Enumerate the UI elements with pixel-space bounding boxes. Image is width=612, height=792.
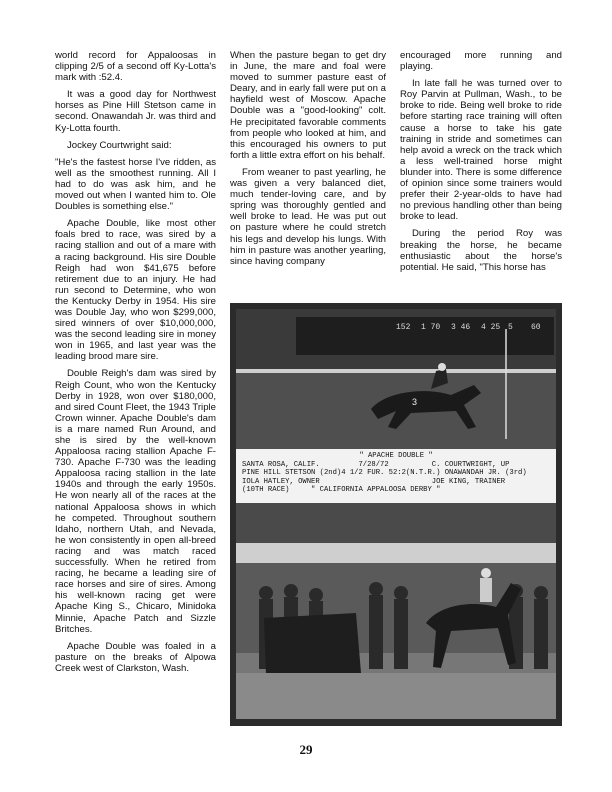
quote-paragraph: "He's the fastest horse I've ridden, as well as the smoothest running. All I had to do was ask him, and he moved out when I wanted him to. Ole Doubles is something else.": [55, 156, 216, 213]
paragraph: Double Reigh's dam was sired by Reigh Count, who won the Kentucky Derby in 1928, won over $180,000, and sired Count Fleet, the 1943 Triple Crown winner. Apache Double's dam is a mare named Run Around, and she is sired by the well-known Appaloosa racing stallion Apache F-730. Apache F-730 was the leading Appaloosa racing stallion in the late 1940s and through the early 1950s. He won nearly all of the races at the national Appaloosa shows in which he competed. Throughout southern Idaho, northern Utah, and Nevada, he won consistently in open all-breed racing and was match raced successfully. When he retired from racing, he became a leading sire of race horses and sire of sires. Among his well-known racing get were Apache King S., Chicaro, Minidoka Minnie, Apache Patch and Sizzle Britches.: [55, 368, 216, 635]
paragraph: During the period Roy was breaking the horse, he became enthusiastic about the horse's potential. He said, "This horse has: [400, 228, 562, 273]
tote-board-value: 1 70: [421, 323, 441, 332]
caption-title: " APACHE DOUBLE ": [359, 452, 433, 460]
paragraph: encouraged more running and playing.: [400, 50, 562, 73]
race-finish-photo: [236, 309, 556, 449]
page-number: 29: [299, 742, 313, 757]
text-column-1: [55, 50, 216, 680]
paragraph: It was a good day for Northwest horses as Pine Hill Stetson came in second. Onawandah Jr. was third and Ky-Lotta fourth.: [55, 89, 216, 134]
tote-board-value: 4 25: [481, 323, 501, 332]
tote-board-value: 152: [396, 323, 411, 332]
caption-line: SANTA ROSA, CALIF. 7/28/72 C. COURTWRIGHT, UP: [242, 460, 510, 469]
tote-board-value: 5: [508, 323, 513, 332]
paragraph: In late fall he was turned over to Roy Parvin at Pullman, Wash., to be broke to ride. Being well broke to ride before starting race training will often cause a horse to take his gate training in stride and sometimes can help avoid a wreck on the track which a less well-trained horse might blunder into. There is some difference of opinion since some trainers would prefer their 2-year-olds to have had no previous handling other than being broke to lead.: [400, 78, 562, 223]
text-column-2: [230, 50, 386, 273]
paragraph: When the pasture began to get dry in June, the mare and foal were moved to summer pasture east of Deary, and in early fall were put on a hayfield west of Moscow. Apache Double was a "good-looking" colt. He precipitated favorable comments from people who looked at him, and this encouraged his owners to put forth a little extra effort on his behalf.: [230, 50, 386, 161]
paragraph: Apache Double, like most other foals bred to race, was sired by a racing stallion and out of a mare with a racing background. His sire Double Reigh had won $41,675 before retirement due to an injury. He had run second to Determine, who won the Kentucky Derby in 1954. His sire was Double Jay, who won $299,000, sired winners of over $10,000,000, was the second leading sire in money won in 1965, and last year was the leading brood mare sire.: [55, 218, 216, 363]
saddle-cloth-number: 3: [412, 397, 418, 407]
tote-board-value: 60: [531, 323, 541, 332]
photo-caption: [236, 449, 556, 503]
winners-circle-illustration: [236, 503, 556, 719]
tote-board-value: 3 46: [451, 323, 471, 332]
paragraph: Apache Double was foaled in a pasture on the breaks of Alpowa Creek west of Clarkston, Wash.: [55, 640, 216, 674]
paragraph: world record for Appaloosas in clipping 2/5 of a second off Ky-Lotta's mark with :52.4.: [55, 50, 216, 84]
winners-circle-photo: [236, 503, 556, 719]
photo-panel: [230, 303, 562, 726]
text-column-3: [400, 50, 562, 279]
caption-line: IOLA HATLEY, OWNER JOE KING, TRAINER: [242, 477, 506, 486]
caption-line: (10TH RACE) " CALIFORNIA APPALOOSA DERBY ": [242, 486, 441, 495]
paragraph: From weaner to past yearling, he was given a very balanced diet, much tender-loving care, and by spring was thoroughly gentled and well broke to lead. He was put out on pasture where he could stretch his legs and develop his lungs. With him in pasture was another yearling, since having company: [230, 166, 386, 267]
race-finish-illustration: [236, 309, 556, 449]
paragraph: Jockey Courtwright said:: [67, 139, 172, 151]
caption-line: PINE HILL STETSON (2nd)4 1/2 FUR. 52:2(N.T.R.) ONAWANDAH JR. (3rd): [242, 469, 527, 478]
